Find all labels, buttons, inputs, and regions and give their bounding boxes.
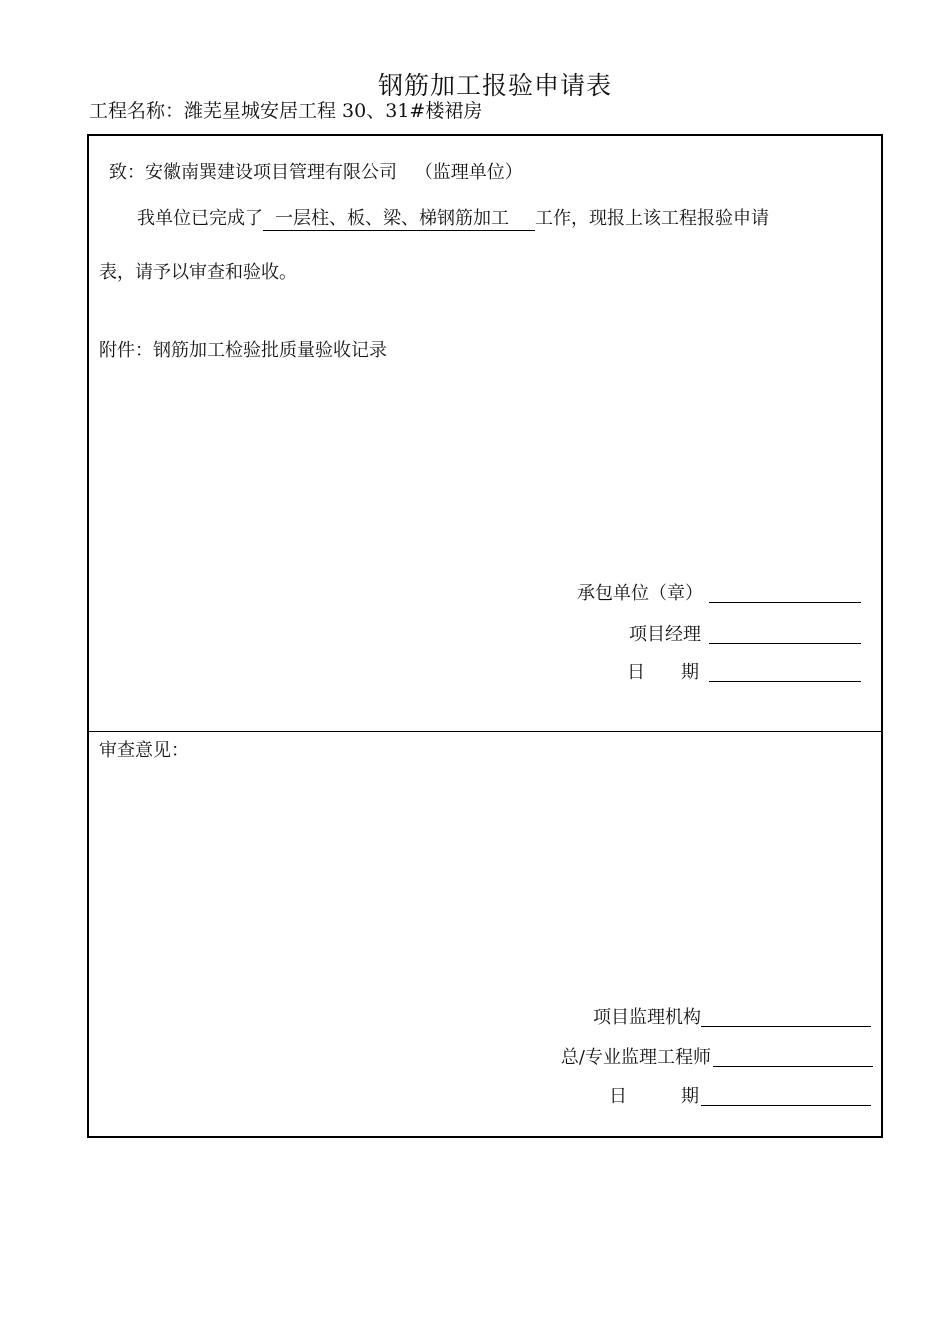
statement-line-2: 表，请予以审查和验收。 bbox=[99, 262, 297, 283]
supervision-org-signature-line bbox=[701, 1006, 871, 1027]
application-form bbox=[87, 134, 883, 1138]
attachment-line: 附件：钢筋加工检验批质量验收记录 bbox=[99, 340, 387, 361]
review-date-label: 日 期 bbox=[609, 1086, 699, 1107]
work-item-field bbox=[263, 204, 535, 231]
project-line bbox=[89, 96, 482, 123]
section-divider bbox=[89, 731, 881, 732]
project-label: 工程名称： bbox=[89, 100, 185, 122]
engineer-label: 总/专业监理工程师 bbox=[560, 1047, 711, 1068]
work-item-text: 一层柱、板、梁、梯钢筋加工 bbox=[275, 208, 509, 229]
addressee-role: （监理单位） bbox=[414, 162, 523, 183]
review-heading: 审查意见： bbox=[99, 740, 189, 761]
application-date-line bbox=[709, 661, 861, 682]
application-date-label: 日 期 bbox=[627, 662, 699, 683]
supervision-org-label: 项目监理机构 bbox=[593, 1007, 701, 1028]
engineer-signature-line bbox=[713, 1046, 873, 1067]
contractor-signature-line bbox=[709, 582, 861, 603]
addressee-prefix: 致： bbox=[109, 162, 145, 183]
statement-line-1 bbox=[137, 204, 769, 231]
statement-after: 工作，现报上该工程报验申请 bbox=[535, 208, 769, 229]
statement-before: 我单位已完成了 bbox=[137, 208, 263, 229]
manager-label: 项目经理 bbox=[629, 624, 701, 645]
document-title: 钢筋加工报验申请表 bbox=[377, 71, 612, 100]
contractor-label: 承包单位（章） bbox=[577, 583, 703, 604]
addressee-line bbox=[109, 158, 523, 184]
addressee-company: 安徽南巽建设项目管理有限公司 bbox=[145, 162, 397, 183]
manager-signature-line bbox=[709, 623, 861, 644]
review-date-line bbox=[701, 1085, 871, 1106]
project-name: 潍芜星城安居工程 30、31#楼裙房 bbox=[184, 100, 483, 122]
